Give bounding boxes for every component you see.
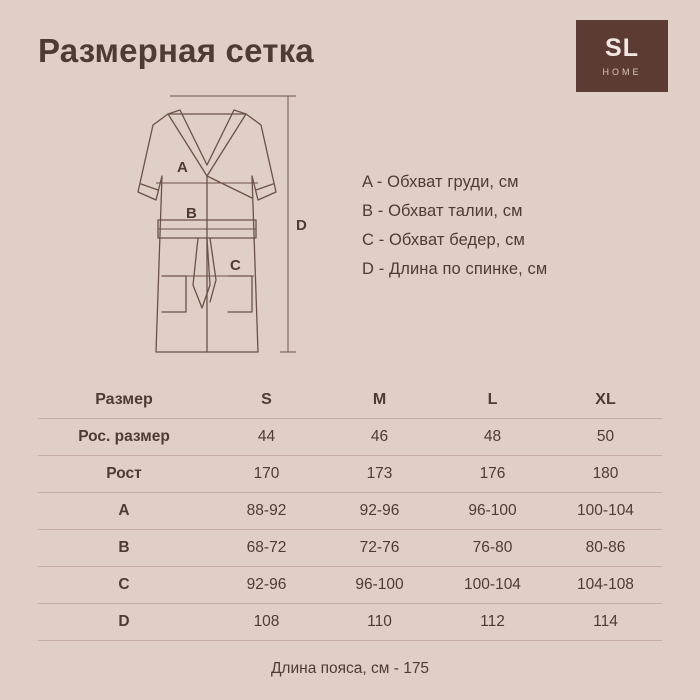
table-header-cell: Размер <box>38 382 210 419</box>
robe-illustration <box>110 80 325 380</box>
row-label: Рост <box>38 456 210 493</box>
row-label: D <box>38 604 210 641</box>
legend-item-d: D - Длина по спинке, см <box>362 260 548 278</box>
table-row <box>38 567 662 604</box>
brand-logo <box>576 20 668 92</box>
table-header-cell: S <box>210 382 323 419</box>
row-label: B <box>38 530 210 567</box>
table-header-cell: M <box>323 382 436 419</box>
table-cell: 72-76 <box>323 530 436 567</box>
table-row <box>38 530 662 567</box>
legend-item-c: C - Обхват бедер, см <box>362 231 525 249</box>
table-cell: 46 <box>323 419 436 456</box>
row-label: C <box>38 567 210 604</box>
label-c: C <box>230 257 241 274</box>
table-cell: 112 <box>436 604 549 641</box>
legend <box>362 168 662 284</box>
table-cell: 180 <box>549 456 662 493</box>
logo-sub-text: HOME <box>602 66 642 77</box>
table-cell: 96-100 <box>436 493 549 530</box>
table-row <box>38 604 662 641</box>
table-cell: 100-104 <box>549 493 662 530</box>
table-cell: 96-100 <box>323 567 436 604</box>
logo-main-text: SL <box>605 33 639 62</box>
page-title: Размерная сетка <box>38 32 314 69</box>
table-header-cell: L <box>436 382 549 419</box>
table-cell: 88-92 <box>210 493 323 530</box>
table-row <box>38 456 662 493</box>
label-a: A <box>177 159 188 176</box>
table-cell: 100-104 <box>436 567 549 604</box>
table-cell: 173 <box>323 456 436 493</box>
size-table <box>38 382 662 641</box>
table-cell: 68-72 <box>210 530 323 567</box>
table-cell: 80-86 <box>549 530 662 567</box>
table-cell: 114 <box>549 604 662 641</box>
label-d: D <box>296 217 307 234</box>
table-row <box>38 419 662 456</box>
table-header-row <box>38 382 662 419</box>
table-cell: 44 <box>210 419 323 456</box>
label-b: B <box>186 205 197 222</box>
table-cell: 50 <box>549 419 662 456</box>
table-cell: 176 <box>436 456 549 493</box>
table-header-cell: XL <box>549 382 662 419</box>
size-table-wrapper <box>38 382 662 677</box>
table-cell: 48 <box>436 419 549 456</box>
table-cell: 104-108 <box>549 567 662 604</box>
table-cell: 92-96 <box>210 567 323 604</box>
table-cell: 108 <box>210 604 323 641</box>
table-cell: 170 <box>210 456 323 493</box>
belt-length-note: Длина пояса, см - 175 <box>270 660 430 677</box>
table-row <box>38 493 662 530</box>
row-label: A <box>38 493 210 530</box>
table-cell: 110 <box>323 604 436 641</box>
table-cell: 92-96 <box>323 493 436 530</box>
legend-item-a: A - Обхват груди, см <box>362 173 519 191</box>
row-label: Рос. размер <box>38 419 210 456</box>
legend-item-b: B - Обхват талии, см <box>362 202 523 220</box>
table-cell: 76-80 <box>436 530 549 567</box>
